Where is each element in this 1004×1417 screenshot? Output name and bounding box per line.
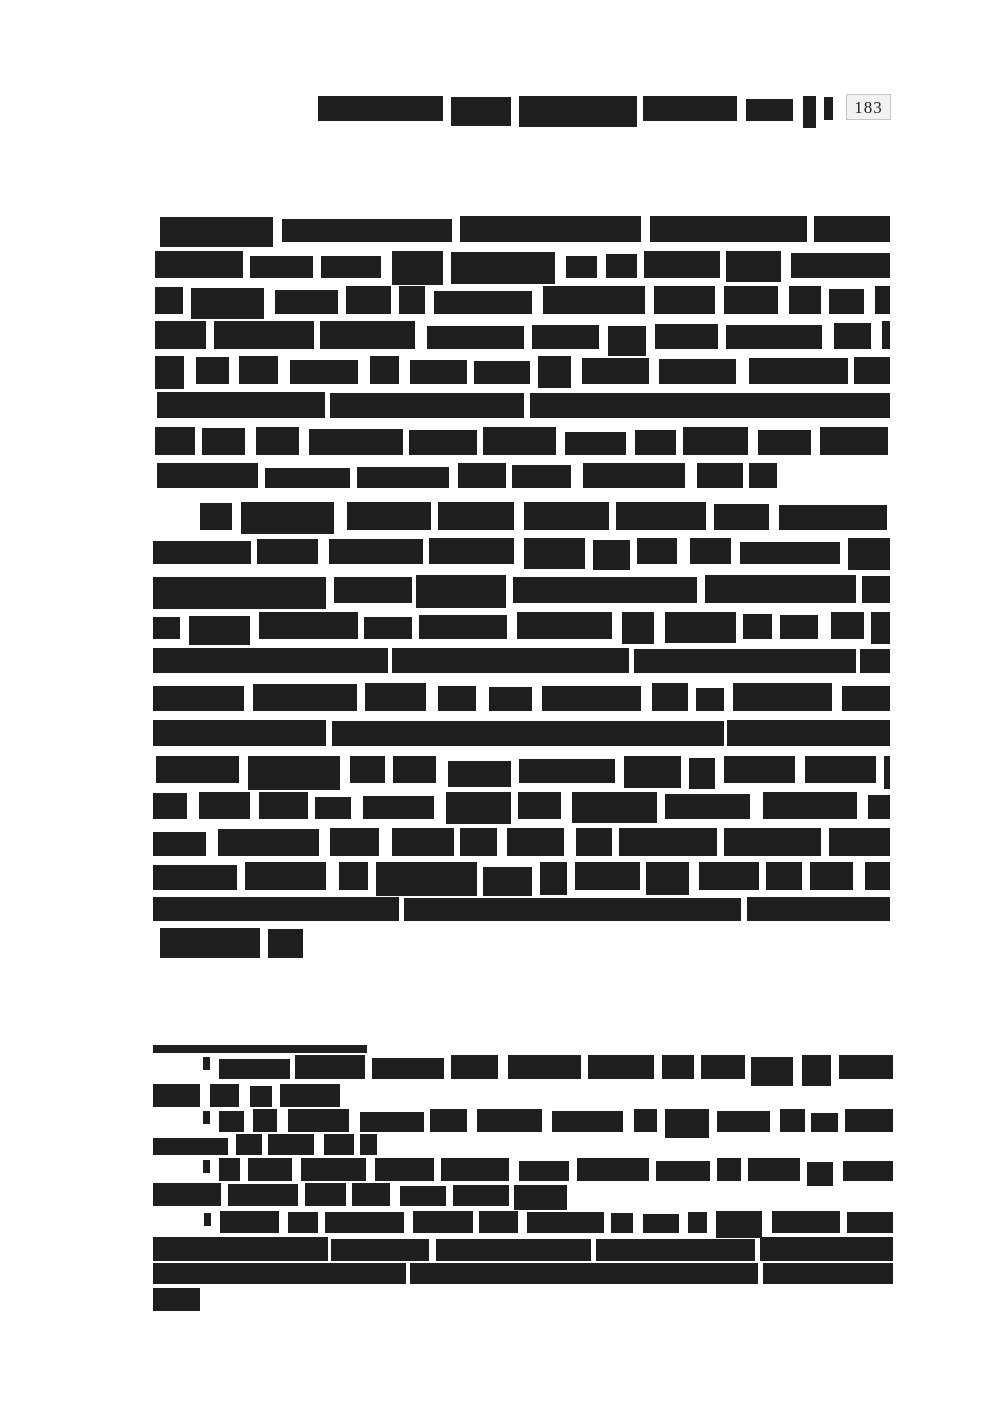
redacted-word-block [530,393,890,418]
redacted-word-block [848,538,890,570]
redacted-word-block [160,928,260,958]
redacted-word-block [448,761,511,787]
redacted-word-block [218,829,319,856]
redacted-word-block [458,463,506,488]
redacted-word-block [802,1055,831,1086]
redacted-word-block [236,1134,261,1155]
redacted-word-block [268,929,303,958]
redacted-word-block [157,463,258,488]
redacted-word-block [352,1183,390,1206]
redacted-word-block [519,759,615,783]
redacted-word-block [807,1162,833,1186]
redacted-word-block [451,252,555,284]
redacted-word-block [404,898,741,921]
redacted-word-block [724,286,778,314]
para1-line4 [155,321,890,349]
redacted-word-block [740,542,839,564]
footnote2-line2 [153,1134,377,1155]
redacted-word-block [507,828,564,856]
redacted-word-block [453,1185,508,1206]
redacted-word-block [203,1111,210,1124]
redacted-word-block [829,828,890,856]
para2-line2 [153,538,890,564]
redacted-word-block [474,361,530,384]
redacted-word-block [637,538,677,564]
redacted-word-block [884,756,890,789]
redacted-word-block [334,577,412,603]
redacted-word-block [644,251,720,278]
redacted-word-block [153,720,326,746]
redacted-word-block [153,1183,221,1206]
redacted-word-block [257,539,318,564]
redacted-word-block [572,792,657,823]
redacted-word-block [446,792,511,824]
redacted-word-block [845,1109,893,1132]
redacted-word-block [622,612,654,644]
redacted-word-block [392,648,630,673]
redacted-word-block [153,832,206,856]
redacted-word-block [714,504,769,530]
footnote3-line2 [153,1183,567,1206]
footnote4-line4 [153,1288,200,1311]
redacted-word-block [748,1158,800,1181]
redacted-word-block [200,503,232,530]
redacted-word-block [834,323,871,349]
redacted-word-block [803,96,816,128]
redacted-word-block [524,502,609,530]
redacted-word-block [654,286,715,314]
para1-line1 [160,216,890,242]
redacted-word-block [153,1288,200,1311]
redacted-word-block [204,1213,211,1226]
redacted-word-block [156,756,239,783]
para1-line2 [155,251,890,278]
redacted-word-block [699,862,759,890]
redacted-word-block [239,356,277,384]
redacted-word-block [155,356,184,389]
redacted-word-block [749,463,777,488]
redacted-word-block [763,792,857,819]
para2-line4 [153,612,890,639]
redacted-word-block [860,649,890,673]
redacted-word-block [746,99,793,121]
para1-line8 [157,463,777,488]
redacted-word-block [253,1109,277,1132]
redacted-word-block [460,216,641,242]
redacted-word-block [659,359,736,384]
redacted-word-block [760,1237,893,1261]
page-number: 183 [854,97,883,117]
redacted-word-block [831,612,864,639]
redacted-word-block [593,540,631,570]
redacted-word-block [357,467,449,488]
redacted-word-block [436,1239,591,1261]
redacted-word-block [565,432,627,455]
redacted-word-block [219,1158,240,1181]
redacted-word-block [321,256,381,278]
redacted-word-block [434,291,533,314]
redacted-word-block [532,325,598,349]
redacted-word-block [634,1109,657,1132]
redacted-word-block [582,358,649,384]
redacted-word-block [196,357,229,384]
redacted-word-block [155,287,183,314]
redacted-word-block [409,430,477,455]
redacted-word-block [363,796,433,819]
redacted-word-block [324,1134,354,1155]
redacted-word-block [153,1138,228,1155]
redacted-word-block [733,683,832,711]
redacted-word-block [153,686,244,711]
redacted-word-block [250,1086,272,1107]
redacted-word-block [376,862,476,896]
redacted-word-block [577,1158,649,1181]
redacted-word-block [332,721,724,746]
para2-line7 [153,720,890,746]
redacted-word-block [248,756,340,790]
redacted-word-block [393,756,436,783]
redacted-word-block [842,686,890,711]
redacted-word-block [430,1109,467,1132]
redacted-word-block [690,538,731,564]
redacted-word-block [155,321,206,349]
redacted-word-block [346,286,391,314]
redacted-word-block [724,828,821,856]
redacted-word-block [726,325,822,349]
redacted-word-block [839,1055,893,1079]
redacted-word-block [416,575,506,608]
redacted-word-block [155,251,243,278]
redacted-word-block [566,256,597,278]
redacted-word-block [460,828,497,856]
redacted-word-block [370,356,399,384]
redacted-word-block [228,1184,298,1206]
header-title-redacted [318,96,816,121]
redacted-word-block [747,897,890,921]
redacted-word-block [202,428,245,455]
redacted-word-block [219,1059,290,1079]
redacted-word-block [427,326,524,349]
redacted-word-block [814,216,890,242]
redacted-word-block [318,96,443,121]
redacted-word-block [524,538,584,569]
redacted-word-block [259,792,308,819]
redacted-word-block [635,430,676,455]
header-divider-bar [824,97,833,120]
redacted-word-block [512,465,571,488]
redacted-word-block [153,865,237,890]
redacted-word-block [477,1109,542,1132]
redacted-word-block [766,862,802,890]
redacted-word-block [347,502,431,530]
redacted-word-block [514,1185,567,1210]
redacted-word-block [780,1109,806,1132]
redacted-word-block [724,756,795,783]
para2-line11 [153,862,890,890]
redacted-word-block [575,862,640,890]
footnote4-line3 [153,1263,893,1284]
redacted-word-block [210,1084,239,1107]
redacted-word-block [665,1109,709,1138]
redacted-word-block [882,321,890,349]
redacted-word-block [325,1212,404,1233]
redacted-word-block [392,251,443,285]
redacted-word-block [772,1211,839,1233]
redacted-word-block [153,617,180,639]
redacted-word-block [219,1111,244,1132]
footnote1-line1 [203,1055,893,1079]
redacted-word-block [320,321,415,349]
redacted-word-block [871,612,890,644]
redacted-word-block [259,612,358,639]
redacted-word-block [399,286,425,314]
redacted-word-block [805,756,877,783]
redacted-word-block [705,575,856,603]
redacted-word-block [451,97,511,126]
redacted-word-block [829,289,864,314]
para2-line10 [153,828,890,856]
redacted-word-block [643,96,737,121]
redacted-word-block [375,1158,434,1181]
redacted-word-block [339,862,369,890]
redacted-word-block [282,219,453,242]
redacted-word-block [203,1057,210,1070]
redacted-word-block [527,1212,603,1233]
redacted-word-block [751,1057,793,1086]
para1-line5 [155,356,890,384]
redacted-word-block [758,430,811,455]
redacted-word-block [854,357,890,384]
redacted-word-block [360,1134,377,1155]
para2-line8 [156,756,890,783]
footnote4-line2 [153,1237,893,1261]
redacted-word-block [727,720,890,746]
redacted-word-block [611,1213,633,1233]
redacted-word-block [250,256,313,278]
para2-line1 [200,502,887,530]
redacted-word-block [330,828,379,856]
redacted-word-block [330,393,524,418]
redacted-word-block [203,1160,210,1173]
redacted-word-block [862,576,890,603]
redacted-word-block [360,1112,425,1132]
redacted-word-block [576,828,612,856]
redacted-word-block [518,792,560,819]
redacted-word-block [315,797,351,819]
para1-line3 [155,286,890,314]
redacted-word-block [616,502,706,530]
redacted-word-block [696,688,724,711]
redacted-word-block [160,217,273,247]
redacted-word-block [665,612,736,643]
redacted-word-block [438,686,476,711]
redacted-word-block [309,429,403,455]
redacted-word-block [540,862,567,895]
redacted-word-block [763,1263,893,1284]
para2-line13 [160,928,303,958]
redacted-word-block [847,1212,893,1233]
redacted-word-block [619,828,717,856]
redacted-word-block [479,1211,518,1233]
para1-line7 [155,427,888,455]
redacted-word-block [153,541,251,564]
redacted-word-block [656,1161,710,1181]
redacted-word-block [688,1212,707,1233]
redacted-word-block [153,1263,406,1284]
redacted-word-block [624,756,681,788]
redacted-word-block [392,828,454,856]
redacted-word-block [868,795,890,819]
redacted-word-block [451,1055,499,1079]
redacted-word-block [483,867,532,896]
redacted-word-block [810,862,853,890]
redacted-word-block [288,1109,349,1132]
redacted-word-block [241,502,335,534]
redacted-word-block [288,1212,318,1233]
redacted-word-block [438,502,514,530]
redacted-word-block [843,1161,893,1181]
redacted-word-block [265,468,350,488]
redacted-word-block [662,1055,694,1079]
para2-line5 [153,648,890,673]
redacted-word-block [608,326,646,356]
redacted-word-block [153,1237,328,1261]
redacted-word-block [410,360,467,384]
redacted-word-block [543,286,645,314]
redacted-word-block [153,1045,367,1053]
redacted-word-block [155,427,195,455]
redacted-word-block [214,321,314,349]
redacted-word-block [429,538,514,564]
redacted-word-block [157,392,325,418]
redacted-word-block [875,286,890,314]
redacted-word-block [643,1214,679,1233]
redacted-word-block [305,1183,346,1206]
redacted-word-block [245,862,326,890]
redacted-word-block [329,539,422,564]
redacted-word-block [865,862,890,890]
redacted-word-block [652,683,688,711]
redacted-word-block [519,1161,569,1181]
redacted-word-block [717,1158,742,1181]
redacted-word-block [280,1084,340,1107]
redacted-word-block [365,683,426,711]
redacted-word-block [606,254,637,278]
footnote-rule [153,1045,367,1053]
redacted-word-block [489,687,533,711]
footnote1-line2 [153,1084,340,1107]
redacted-word-block [153,648,388,673]
redacted-word-block [301,1158,366,1181]
redacted-word-block [519,96,637,127]
redacted-word-block [517,612,613,639]
redacted-word-block [191,288,264,319]
para1-line6 [157,392,890,418]
redacted-word-block [508,1055,581,1079]
redacted-word-block [331,1239,429,1261]
redacted-word-block [634,649,856,673]
footnote4-line1 [204,1211,893,1233]
para2-line9 [153,792,890,819]
para2-line6 [153,683,890,711]
redacted-word-block [701,1055,745,1079]
redacted-word-block [596,1239,755,1261]
footnote3-line1 [203,1158,893,1181]
redacted-word-block [780,615,819,639]
redacted-word-block [256,427,299,455]
redacted-word-block [248,1158,291,1181]
page-number-box [846,94,891,120]
redacted-word-block [275,290,338,314]
redacted-word-block [350,756,385,783]
para2-line3 [153,575,890,603]
para2-line12 [153,897,890,921]
redacted-word-block [655,324,718,349]
redacted-word-block [153,1084,200,1107]
redacted-word-block [779,505,887,530]
redacted-word-block [583,463,685,488]
redacted-word-block [743,614,772,639]
redacted-word-block [268,1134,314,1155]
redacted-word-block [199,792,250,819]
redacted-word-block [716,1211,762,1238]
redacted-word-block [683,427,748,455]
redacted-word-block [789,286,820,314]
redacted-word-block [253,684,357,711]
redacted-word-block [791,253,890,278]
redacted-word-block [220,1211,279,1233]
redacted-word-block [650,216,808,242]
redacted-word-block [689,758,715,789]
footnote2-line1 [203,1109,893,1132]
redacted-word-block [295,1055,365,1079]
redacted-word-block [552,1111,623,1132]
redacted-word-block [410,1263,758,1284]
redacted-word-block [646,862,689,895]
redacted-word-block [726,251,781,282]
redacted-word-block [364,617,412,639]
redacted-word-block [513,577,698,603]
redacted-word-block [542,686,641,711]
redacted-word-block [697,463,744,488]
redacted-word-block [717,1111,770,1132]
redacted-word-block [811,1113,838,1132]
redacted-word-block [665,794,751,819]
redacted-word-block [588,1055,654,1079]
redacted-word-block [413,1211,473,1233]
redacted-word-block [153,577,326,609]
redacted-word-block [749,358,848,384]
redacted-word-block [419,615,508,639]
redacted-word-block [372,1058,444,1079]
redacted-word-block [483,427,555,455]
redacted-word-block [290,360,358,384]
redacted-word-block [189,616,250,645]
redacted-word-block [538,356,571,388]
redacted-word-block [153,897,399,921]
redacted-word-block [400,1186,446,1206]
redacted-word-block [441,1158,509,1181]
redacted-word-block [820,427,888,455]
redacted-word-block [153,793,187,819]
